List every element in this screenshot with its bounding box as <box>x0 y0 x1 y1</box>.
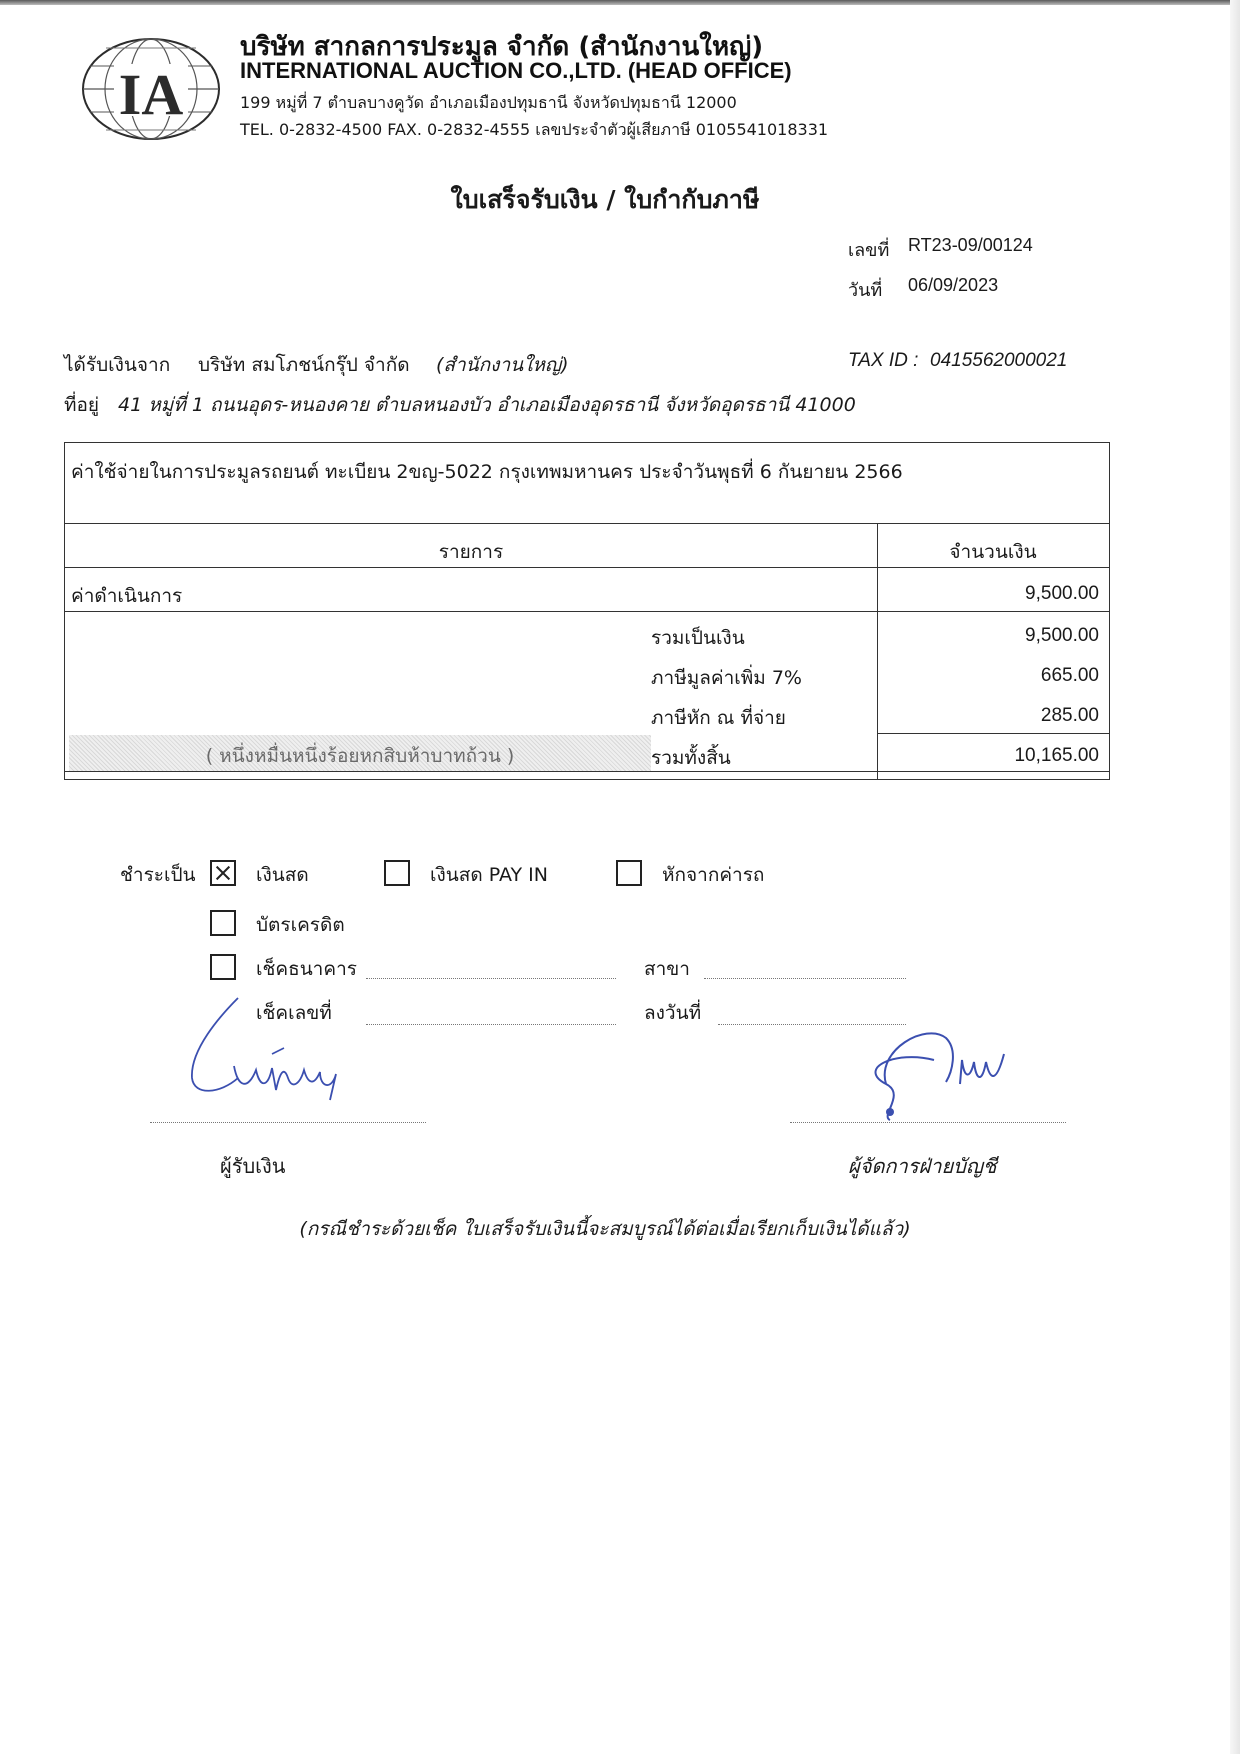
wht-amount: 285.00 <box>1040 705 1099 726</box>
checkbox-credit-card[interactable] <box>210 910 236 936</box>
subtotal-amount: 9,500.00 <box>1025 625 1099 646</box>
receipt-number: RT23-09/00124 <box>908 235 1033 255</box>
company-logo <box>78 36 224 142</box>
company-contact: TEL. 0-2832-4500 FAX. 0-2832-4555 เลขประจำตัวผู้เสียภาษี 0105541018331 <box>240 120 829 139</box>
receiver-signature-line <box>150 1122 426 1123</box>
checkbox-cheque[interactable] <box>210 954 236 980</box>
receipt-date: 06/09/2023 <box>908 275 999 295</box>
branch-line <box>704 978 906 979</box>
scan-top-edge <box>0 0 1240 5</box>
company-address: 199 หมู่ที่ 7 ตำบลบางคูวัด อำเภอเมืองปทุมธานี จังหวัดปทุมธานี 12000 <box>240 93 737 112</box>
cheque-bank-line <box>366 978 616 979</box>
checkbox-cash-payin[interactable] <box>384 860 410 886</box>
manager-signature <box>850 1020 1030 1124</box>
customer-branch: (สำนักงานใหญ่) <box>436 354 569 376</box>
cash-payin-label: เงินสด PAY IN <box>430 864 548 886</box>
dated-label: ลงวันที่ <box>644 1002 702 1024</box>
table-divider <box>65 567 1109 568</box>
customer-address: 41 หมู่ที่ 1 ถนนอุดร-หนองคาย ตำบลหนองบัว อำเภอเมืองอุดรธานี จังหวัดอุดรธานี 41000 <box>118 394 856 416</box>
items-table <box>64 442 1110 780</box>
company-name-thai: บริษัท สากลการประมูล จำกัด (สำนักงานใหญ่) <box>240 32 764 62</box>
scan-right-edge <box>1230 0 1240 1754</box>
table-divider <box>65 523 1109 524</box>
vat-label: ภาษีมูลค่าเพิ่ม 7% <box>651 667 802 689</box>
amount-in-words: ( หนึ่งหมื่นหนึ่งร้อยหกสิบห้าบาทถ้วน ) <box>205 745 515 767</box>
cheque-number-line <box>366 1024 616 1025</box>
receipt-date-label: วันที่ <box>848 280 883 301</box>
vat-amount: 665.00 <box>1040 665 1099 686</box>
received-from-label: ได้รับเงินจาก <box>64 354 171 376</box>
manager-signature-line <box>790 1122 1066 1123</box>
receipt-number-label: เลขที่ <box>848 240 890 261</box>
total-amount: 10,165.00 <box>1014 745 1099 766</box>
cheque-number-label: เช็คเลขที่ <box>256 1002 332 1024</box>
company-name-english: INTERNATIONAL AUCTION CO.,LTD. (HEAD OFFICE) <box>240 58 792 83</box>
amount-in-words-box <box>69 735 651 771</box>
tax-id: 0415562000021 <box>930 350 1068 371</box>
checkbox-deduct[interactable] <box>616 860 642 886</box>
total-label: รวมทั้งสิ้น <box>651 747 731 769</box>
payment-label: ชำระเป็น <box>120 864 196 886</box>
cash-label: เงินสด <box>256 864 309 886</box>
manager-label: ผู้จัดการฝ่ายบัญชี <box>848 1154 997 1178</box>
branch-label: สาขา <box>644 958 690 980</box>
receiver-signature <box>180 992 360 1104</box>
header-item: รายการ <box>438 541 504 563</box>
deduct-label: หักจากค่ารถ <box>662 864 765 886</box>
header-amount: จำนวนเงิน <box>949 541 1037 563</box>
cheque-bank-label: เช็คธนาคาร <box>256 958 357 980</box>
table-divider <box>65 611 1109 612</box>
item-amount: 9,500.00 <box>1025 583 1099 604</box>
logo-text: IA <box>118 62 184 127</box>
receiver-label: ผู้รับเงิน <box>220 1154 286 1178</box>
wht-label: ภาษีหัก ณ ที่จ่าย <box>651 707 786 729</box>
tax-id-label: TAX ID : <box>848 350 919 371</box>
table-divider <box>65 771 1109 772</box>
customer-name: บริษัท สมโภชน์กรุ๊ป จำกัด <box>198 354 410 376</box>
item-label: ค่าดำเนินการ <box>71 585 183 607</box>
address-label: ที่อยู่ <box>64 394 100 416</box>
total-divider <box>877 733 1109 734</box>
checkbox-cash[interactable] <box>210 860 236 886</box>
credit-card-label: บัตรเครดิต <box>256 914 345 936</box>
document-title: ใบเสร็จรับเงิน / ใบกำกับภาษี <box>450 185 760 214</box>
cheque-note: (กรณีชำระด้วยเช็ค ใบเสร็จรับเงินนี้จะสมบูรณ์ได้ต่อเมื่อเรียกเก็บเงินได้แล้ว) <box>299 1218 911 1240</box>
table-description: ค่าใช้จ่ายในการประมูลรถยนต์ ทะเบียน 2ขญ-5022 กรุงเทพมหานคร ประจำวันพุธที่ 6 กันยายน 2566 <box>71 461 903 483</box>
subtotal-label: รวมเป็นเงิน <box>651 627 745 649</box>
